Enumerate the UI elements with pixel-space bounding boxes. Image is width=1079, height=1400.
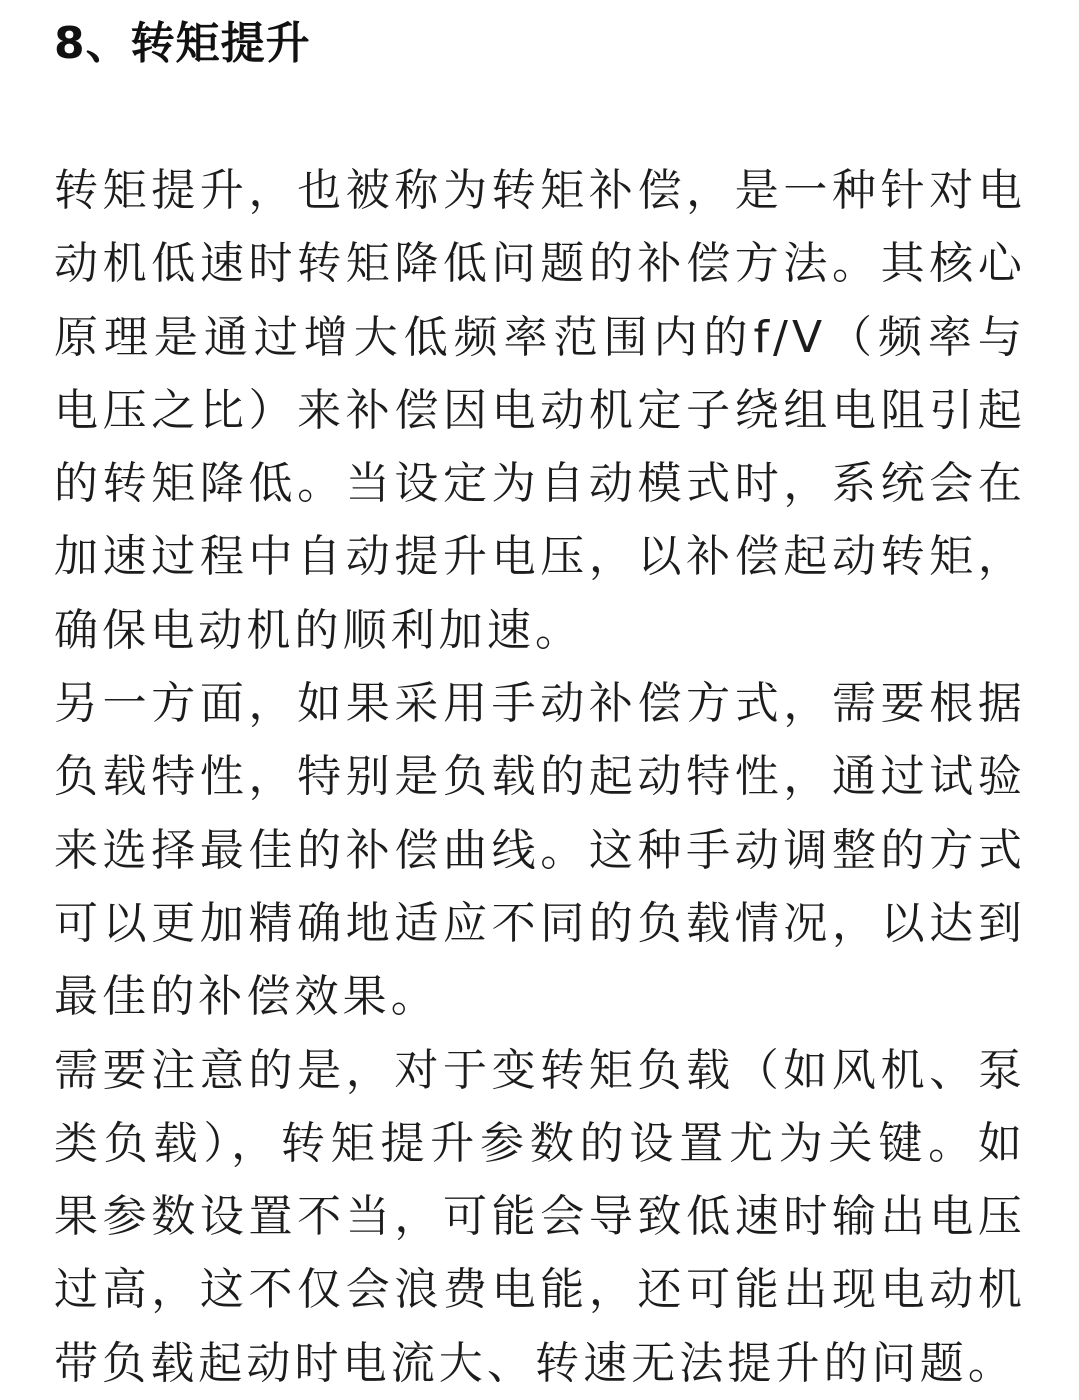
section-heading: 8、转矩提升 bbox=[54, 18, 311, 69]
article bbox=[54, 0, 1026, 1389]
paragraph-3: 需要注意的是，对于变转矩负载（如风机、泵类负载），转矩提升参数的设置尤为关键。如果参数设置不当，可能会导致低速时输出电压过高，这不仅会浪费电能，还可能出现电动机带负载起动时电流大、转速无法提升的问题。 bbox=[54, 1044, 1026, 1389]
paragraph-1: 转矩提升，也被称为转矩补偿，是一种针对电动机低速时转矩降低问题的补偿方法。其核心原理是通过增大低频率范围内的f/V（频率与电压之比）来补偿因电动机定子绕组电阻引起的转矩降低。当设定为自动模式时，系统会在加速过程中自动提升电压，以补偿起动转矩，确保电动机的顺利加速。 bbox=[54, 165, 1026, 656]
paragraph-2: 另一方面，如果采用手动补偿方式，需要根据负载特性，特别是负载的起动特性，通过试验来选择最佳的补偿曲线。这种手动调整的方式可以更加精确地适应不同的负载情况，以达到最佳的补偿效果。 bbox=[54, 678, 1026, 1023]
article-body bbox=[54, 154, 1026, 1400]
